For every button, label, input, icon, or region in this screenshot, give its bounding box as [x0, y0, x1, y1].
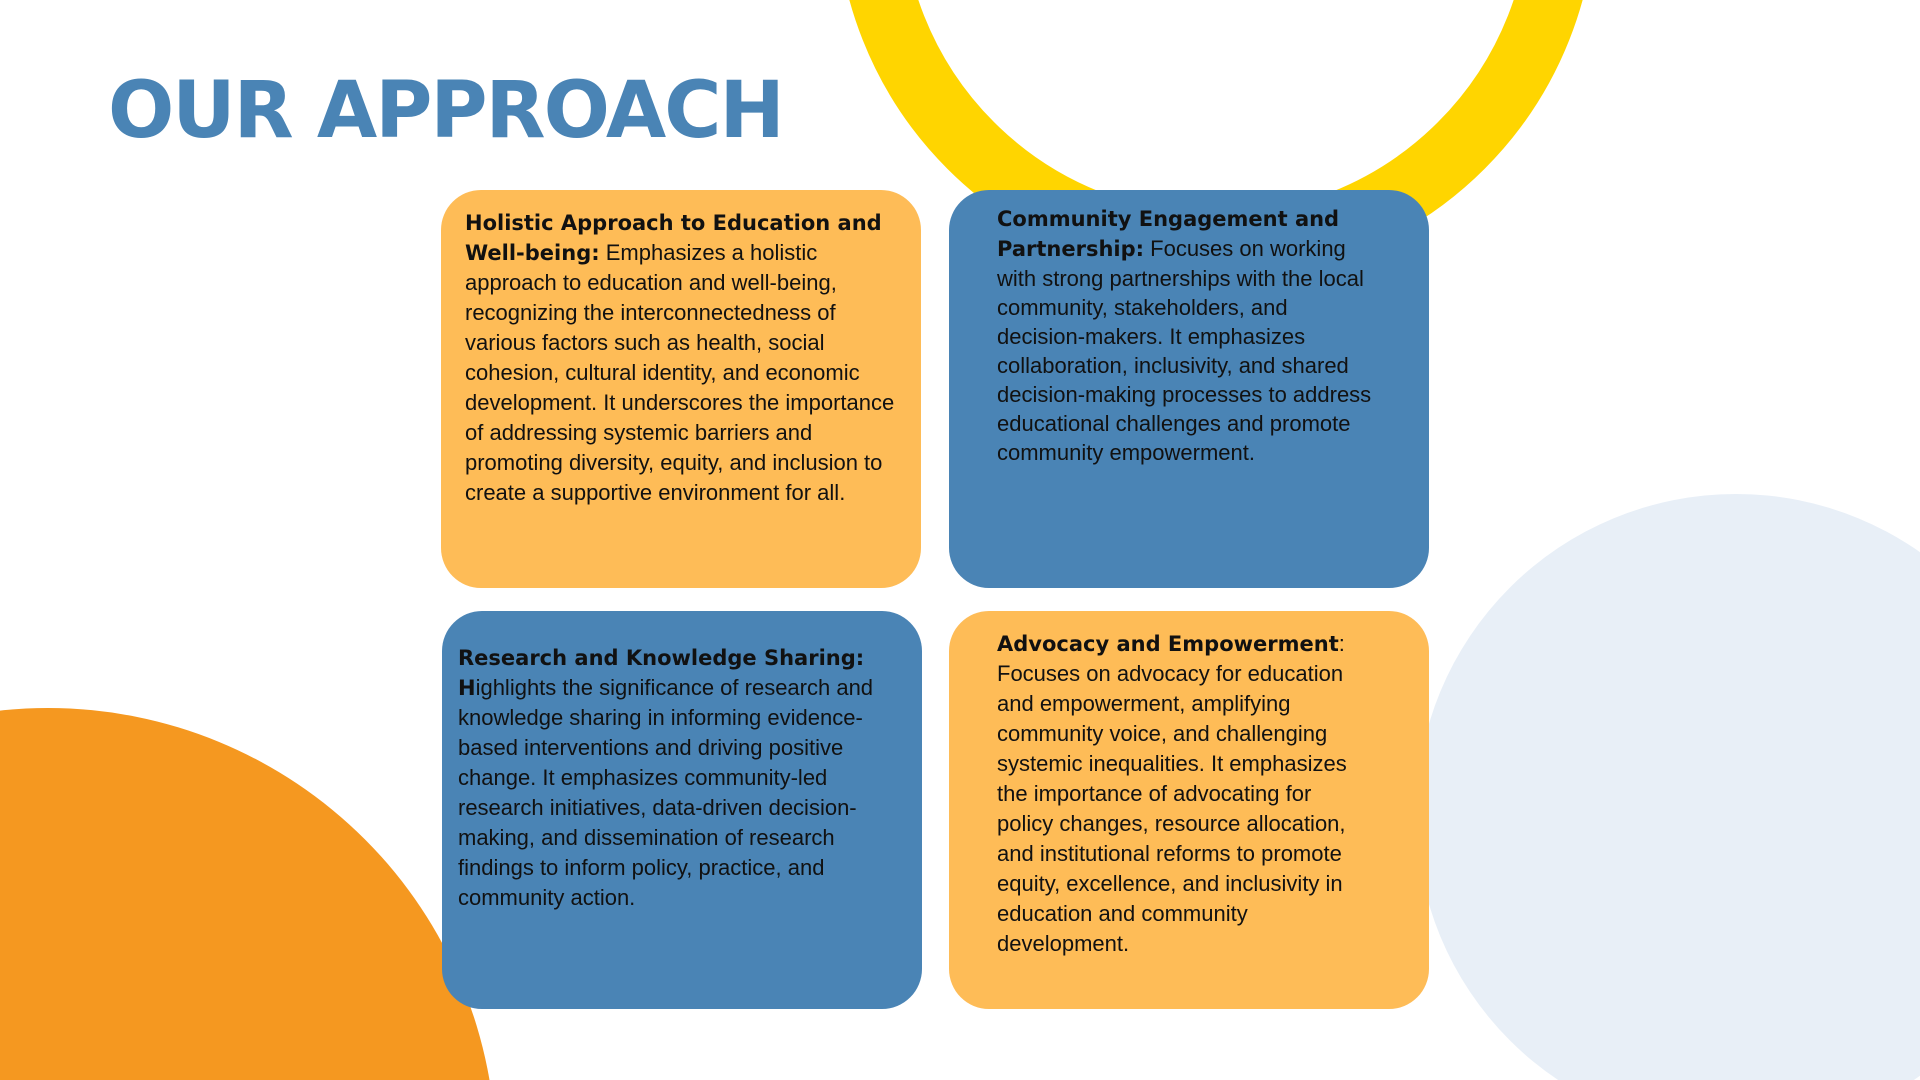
card-text — [997, 659, 1369, 959]
card-heading-line — [997, 629, 1369, 659]
card-body: Emphasizes a holistic approach to education and well-being, recognizing the interconnectedness of various factors such as health, social cohesion, cultural identity, and economic development. It underscores the importance of addressing systemic barriers and promoting diversity, equity, and inclusion to create a supportive environment for all. — [465, 240, 895, 505]
card-body: Focuses on advocacy for education and empowerment, amplifying community voice, and challenging systemic inequalities. It emphasizes the importance of advocating for policy changes, resource allocation, and institutional reforms to promote equity, excellence, and inclusivity in education and community development. — [997, 661, 1347, 956]
orange-circle-decoration — [0, 708, 496, 1080]
light-blue-circle-decoration — [1416, 494, 1920, 1080]
card-heading: Community Engagement and Partnership: — [997, 207, 1340, 261]
card-heading: Holistic Approach to Education and Well-being: — [465, 211, 882, 265]
card-text — [997, 204, 1381, 467]
card-body: Focuses on working with strong partnerships with the local community, stakeholders, and decision-makers. It emphasizes collaboration, inclusivity, and shared decision-making processes to address educational challenges and promote community empowerment. — [997, 236, 1372, 465]
card-heading: Research and Knowledge Sharing: — [458, 646, 865, 670]
card-heading-line — [458, 643, 906, 673]
card-community-engagement — [949, 190, 1429, 588]
card-research-knowledge — [442, 611, 922, 1009]
card-body: ighlights the significance of research and knowledge sharing in informing evidence-based interventions and driving positive change. It emphasizes community-led research initiatives, data-driven decision-making, and dissemination of research findings to inform policy, practice, and community action. — [458, 675, 874, 910]
card-heading: Advocacy and Empowerment — [997, 632, 1339, 656]
card-text — [458, 673, 906, 913]
card-advocacy-empowerment — [949, 611, 1429, 1009]
card-text — [465, 208, 899, 508]
card-holistic-approach — [441, 190, 921, 588]
card-heading-suffix: : — [1338, 631, 1345, 656]
slide-title: OUR APPROACH — [108, 66, 783, 156]
card-heading-initial: H — [458, 676, 476, 700]
